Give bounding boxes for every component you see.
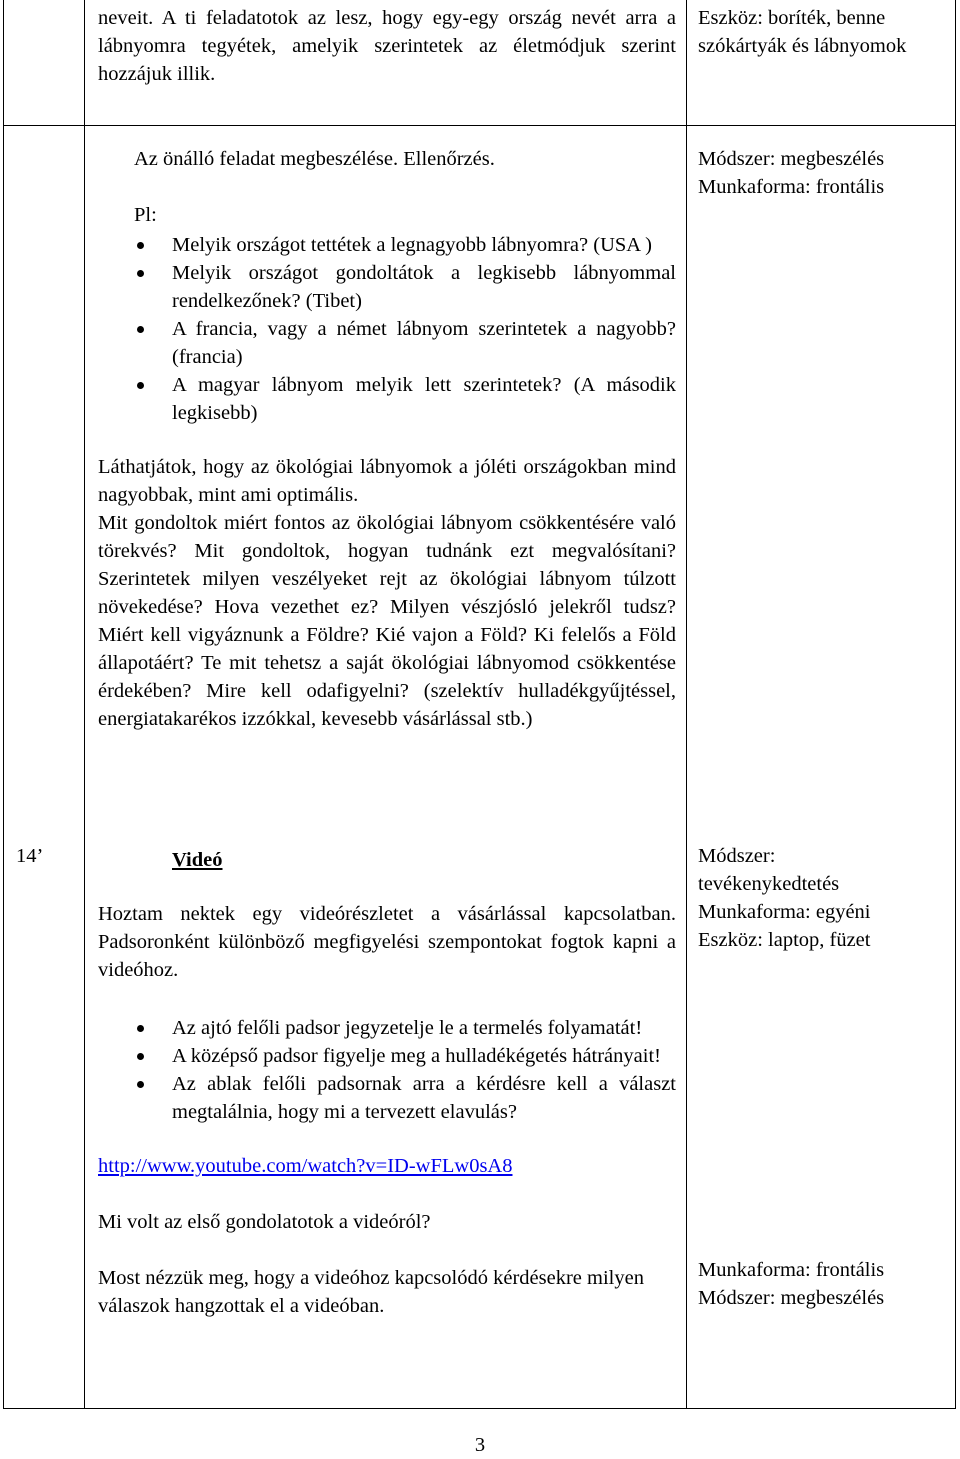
video-section <box>98 846 676 1320</box>
method-line: Módszer: megbeszélés <box>698 148 885 170</box>
video-task-list <box>98 1014 676 1126</box>
list-item: Melyik országot tettétek a legnagyobb lábnyomra? (USA ) <box>134 231 676 259</box>
table-row-divider <box>3 125 956 126</box>
table-border-right <box>955 0 956 1409</box>
table-border-bottom <box>3 1408 956 1409</box>
table-border-col1 <box>84 0 85 1409</box>
methods-block-2 <box>698 842 948 954</box>
top-row-tools-cell <box>698 4 948 60</box>
video-question-2: Most nézzük meg, hogy a videóhoz kapcsolódó kérdésekre milyen válaszok hangzottak el a videóban. <box>98 1267 644 1317</box>
method-line: Módszer: megbeszélés <box>698 1287 885 1309</box>
time-cell <box>16 842 43 870</box>
discussion-section <box>98 145 676 733</box>
video-link-paragraph <box>98 1152 676 1180</box>
bullet-icon <box>137 242 144 249</box>
method-line: Munkaforma: frontális <box>698 176 885 198</box>
page-number: 3 <box>474 1434 486 1456</box>
video-intro: Hoztam nektek egy videórészletet a vásárlással kapcsolatban. Padsoronként különböző megfigyelési szempontokat fogtok kapni a videóhoz. <box>98 903 676 981</box>
method-line: Munkaforma: frontális <box>698 1259 885 1281</box>
list-item: A francia, vagy a német lábnyom szerintetek a nagyobb? (francia) <box>134 315 676 371</box>
example-label: Pl: <box>134 204 157 226</box>
bullet-icon <box>137 382 144 389</box>
list-item: A középső padsor figyelje meg a hulladékégetés hátrányait! <box>134 1042 676 1070</box>
top-row-activity-cell <box>98 4 676 88</box>
list-item: A magyar lábnyom melyik lett szerintetek? (A második legkisebb) <box>134 371 676 427</box>
discussion-question-list <box>98 231 676 427</box>
bullet-icon <box>137 1081 144 1088</box>
list-item: Az ajtó felőli padsor jegyzetelje le a termelés folyamatát! <box>134 1014 676 1042</box>
video-title: Videó <box>172 849 223 871</box>
methods-block-3 <box>698 1256 948 1312</box>
bullet-icon <box>137 1053 144 1060</box>
discussion-intro: Az önálló feladat megbeszélése. Ellenőrzés. <box>134 148 495 170</box>
bullet-icon <box>137 270 144 277</box>
time-value: 14’ <box>16 845 44 867</box>
video-question-1: Mi volt az első gondolatotok a videóról? <box>98 1211 431 1233</box>
list-item: Az ablak felőli padsornak arra a kérdésre kell a választ megtalálnia, hogy mi a tervezett elavulás? <box>134 1070 676 1126</box>
bullet-icon <box>137 326 144 333</box>
list-item: Melyik országot gondoltátok a legkisebb lábnyommal rendelkezőnek? (Tibet) <box>134 259 676 315</box>
method-line: Módszer: <box>698 845 776 867</box>
discussion-paragraph-2: Mit gondoltok miért fontos az ökológiai lábnyom csökkentésére való törekvés? Mit gondoltok, hogyan tudnánk ezt megvalósítani? Szerintetek milyen veszélyeket rejt az ökológiai lábnyom túlzott növekedése? Hova vezethet ez? Milyen vészjósló jelekről tudsz? Miért kell vigyáznunk a Földre? Kié vajon a Föld? Ki felelős a Föld állapotáért? Te mit tehetsz a saját ökológiai lábnyomod csökkentése érdekében? Mire kell odafigyelni? (szelektív hulladékgyűjtéssel, energiatakarékos izzókkal, kevesebb vásárlással stb.) <box>98 512 676 730</box>
top-row-activity-text: neveit. A ti feladatotok az lesz, hogy egy-egy ország nevét arra a lábnyomra tegyétek, amelyik szerintetek az életmódjuk szerint hozzájuk illik. <box>98 7 676 85</box>
method-line: Eszköz: laptop, füzet <box>698 929 871 951</box>
method-line: Munkaforma: egyéni <box>698 901 871 923</box>
table-border-left <box>3 0 4 1409</box>
table-border-col2 <box>686 0 687 1409</box>
methods-block-1 <box>698 145 948 201</box>
video-link[interactable]: http://www.youtube.com/watch?v=ID-wFLw0sA8 <box>98 1155 513 1177</box>
bullet-icon <box>137 1025 144 1032</box>
discussion-paragraph-1: Láthatjátok, hogy az ökológiai lábnyomok a jóléti országokban mind nagyobbak, mint ami optimális. <box>98 456 676 506</box>
top-row-tools-text: Eszköz: boríték, benne szókártyák és lábnyomok <box>698 7 907 57</box>
method-line: tevékenykedtetés <box>698 873 840 895</box>
